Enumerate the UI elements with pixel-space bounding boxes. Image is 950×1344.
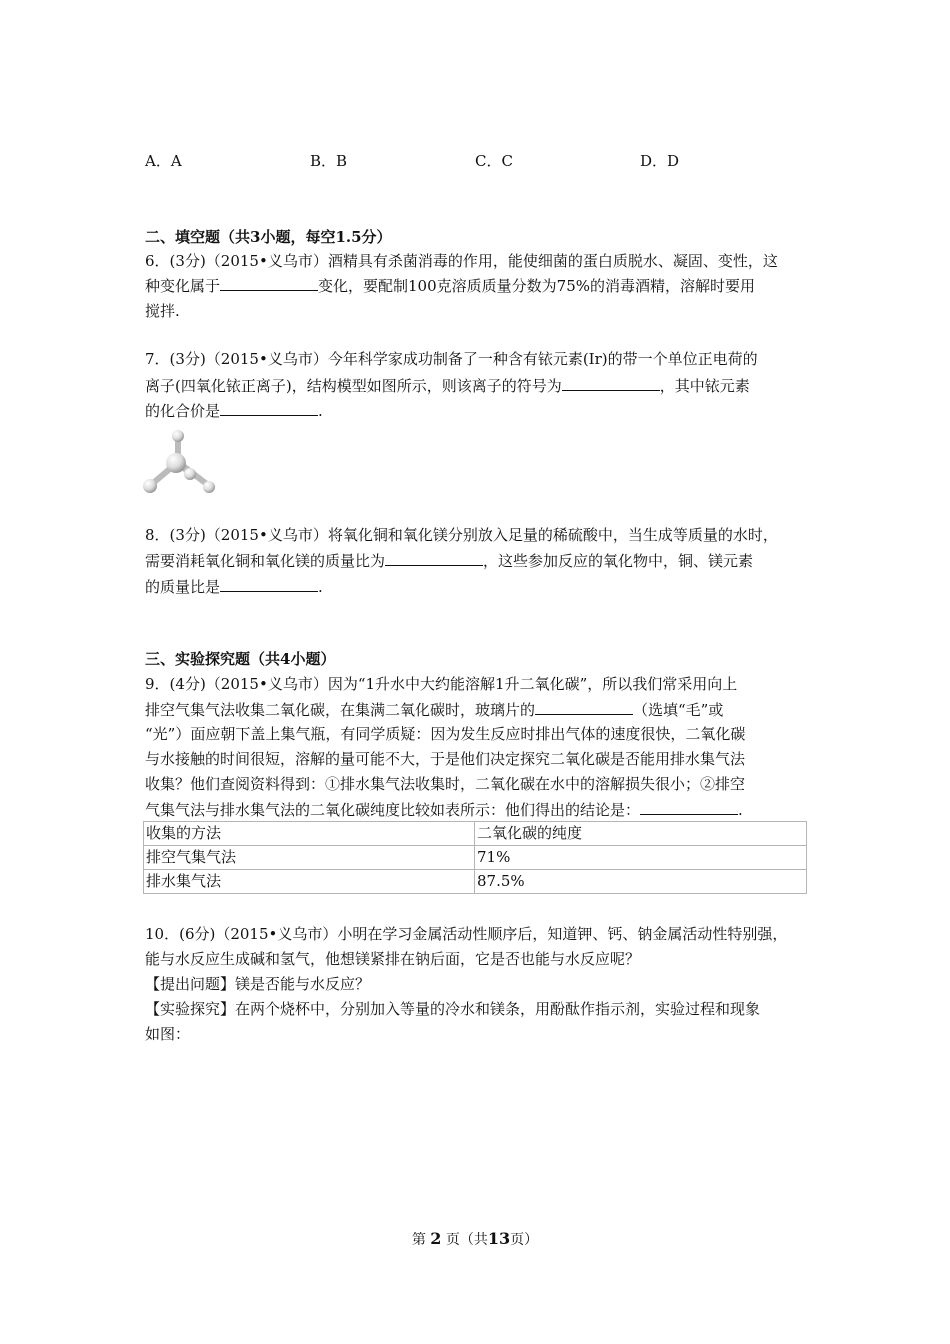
q6-text-a: 种变化属于 — [145, 277, 221, 295]
q9-line6 — [145, 798, 743, 821]
q9-line2 — [145, 698, 723, 721]
q9-text-a: 排空气集气法收集二氧化碳，在集满二氧化碳时，玻璃片的 — [145, 701, 536, 719]
q6-line2 — [145, 274, 755, 297]
footer-suffix: 页） — [510, 1232, 539, 1248]
q8-blank-2[interactable] — [220, 575, 318, 592]
q9-line4: 与水接触的时间很短，溶解的量可能不大，于是他们决定探究二氧化碳是否能用排水集气法 — [145, 750, 746, 768]
co2-purity-table — [143, 821, 807, 894]
q8-text-d: . — [318, 578, 323, 596]
q8-line1: 8．(3分)（2015•义乌市）将氧化铜和氧化镁分别放入足量的稀硫酸中，当生成等质量的水时， — [145, 526, 778, 544]
q8-blank-1[interactable] — [385, 549, 483, 566]
q7-blank-1[interactable] — [562, 374, 660, 391]
q8-text-c: 的质量比是 — [145, 578, 221, 596]
footer-page-number: 2 — [430, 1229, 442, 1248]
q7-blank-2[interactable] — [220, 399, 318, 416]
q6-blank[interactable] — [220, 274, 318, 291]
table-cell-purity: 87.5% — [475, 870, 807, 894]
q7-line3 — [145, 399, 323, 422]
table-cell-method: 排水集气法 — [144, 870, 475, 894]
q9-blank-2[interactable] — [640, 798, 738, 815]
table-header-method: 收集的方法 — [144, 822, 475, 846]
q7-text-a: 离子(四氧化铱正离子)，结构模型如图所示，则该离子的符号为 — [145, 377, 562, 395]
page-footer — [0, 1229, 950, 1249]
q6-line1: 6．(3分)（2015•义乌市）酒精具有杀菌消毒的作用，能使细菌的蛋白质脱水、凝固、变性，这 — [145, 252, 778, 270]
option-a: A．A — [145, 152, 182, 170]
table-row — [144, 846, 807, 870]
section2-heading: 二、填空题（共3小题，每空1.5分） — [145, 228, 392, 246]
q6-text-b: 变化，要配制100克溶质质量分数为75%的消毒酒精，溶解时要用 — [318, 277, 755, 295]
q10-line2: 能与水反应生成碱和氢气，他想镁紧排在钠后面，它是否也能与水反应呢？ — [145, 950, 641, 968]
q9-text-b: （选填“毛”或 — [633, 701, 724, 719]
q9-blank-1[interactable] — [535, 698, 633, 715]
table-row — [144, 870, 807, 894]
q8-text-a: 需要消耗氧化铜和氧化镁的质量比为 — [145, 552, 386, 570]
q7-text-b: ，其中铱元素 — [659, 377, 750, 395]
q9-line5: 收集？他们查阅资料得到：①排水集气法收集时，二氧化碳在水中的溶解损失很小；②排空 — [145, 775, 746, 793]
footer-mid: 页（共 — [445, 1232, 488, 1248]
q6-line3: 搅拌. — [145, 302, 180, 320]
footer-prefix: 第 — [411, 1232, 426, 1248]
option-c: C．C — [475, 152, 513, 170]
q7-line2 — [145, 374, 750, 397]
q8-line3 — [145, 575, 323, 598]
q9-line3: “光”）面应朝下盖上集气瓶，有同学质疑：因为发生反应时排出气体的速度很快，二氧化碳 — [145, 725, 746, 743]
table-cell-method: 排空气集气法 — [144, 846, 475, 870]
q8-text-b: ，这些参加反应的氧化物中，铜、镁元素 — [483, 552, 754, 570]
q7-text-c: 的化合价是 — [145, 402, 221, 420]
q9-text-c: 气集气法与排水集气法的二氧化碳纯度比较如表所示：他们得出的结论是： — [145, 801, 641, 819]
q10-line4: 【实验探究】在两个烧杯中，分别加入等量的冷水和镁条，用酚酞作指示剂，实验过程和现象 — [145, 1000, 761, 1018]
footer-total-pages: 13 — [487, 1229, 511, 1248]
q10-line3: 【提出问题】镁是否能与水反应？ — [145, 975, 371, 993]
table-header-purity: 二氧化碳的纯度 — [475, 822, 807, 846]
q7-line1: 7．(3分)（2015•义乌市）今年科学家成功制备了一种含有铱元素(Ir)的带一个单位正电荷的 — [145, 350, 758, 368]
q9-line1: 9．(4分)（2015•义乌市）因为“1升水中大约能溶解1升二氧化碳”，所以我们常采用向上 — [145, 675, 738, 693]
option-b: B．B — [310, 152, 348, 170]
section3-heading: 三、实验探究题（共4小题） — [145, 650, 336, 668]
molecule-model-image — [140, 428, 220, 498]
q10-line5: 如图： — [145, 1025, 191, 1043]
q10-line1: 10．(6分)（2015•义乌市）小明在学习金属活动性顺序后，知道钾、钙、钠金属活动性特别强， — [145, 925, 788, 943]
q8-line2 — [145, 549, 753, 572]
q7-text-d: . — [318, 402, 323, 420]
option-d: D．D — [640, 152, 680, 170]
table-cell-purity: 71% — [475, 846, 807, 870]
table-header-row — [144, 822, 807, 846]
q9-text-d: . — [738, 801, 743, 819]
